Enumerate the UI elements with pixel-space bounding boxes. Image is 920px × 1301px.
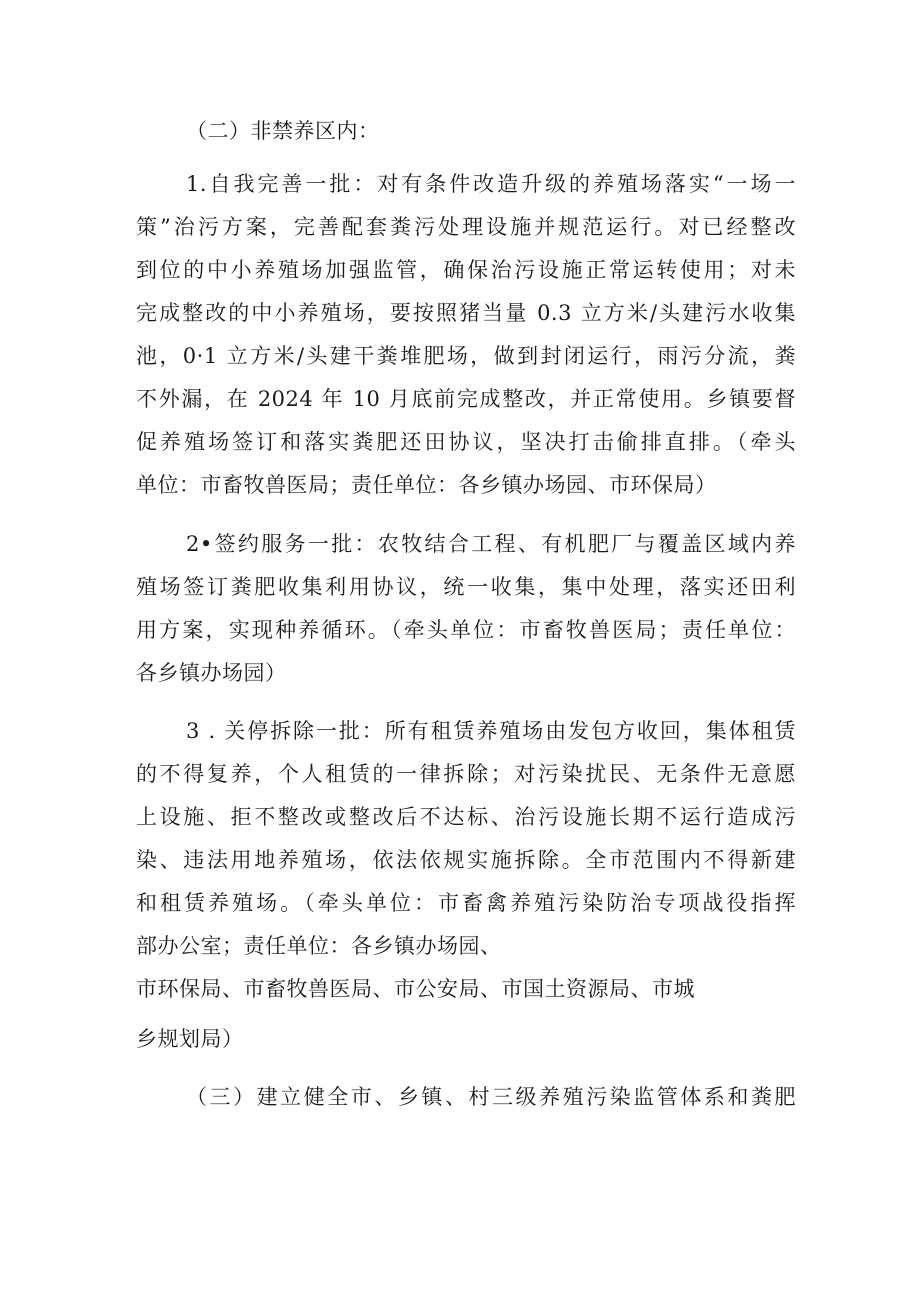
item-1-line-3: 到位的中小养殖场加强监管，确保治污设施正常运转使用；对未 bbox=[136, 258, 796, 282]
item-1-line-6: 不外漏，在 2024 年 10 月底前完成整改，并正常使用。乡镇要督 bbox=[136, 387, 796, 411]
item-1-line-2: 策”治污方案，完善配套粪污处理设施并规范运行。对已经整改 bbox=[136, 215, 796, 239]
item-3-line-6: 部办公室；责任单位：各乡镇办场园、 bbox=[136, 934, 502, 958]
item-3-line-2: 的不得复养，个人租赁的一律拆除；对污染扰民、无条件无意愿 bbox=[136, 762, 796, 786]
section-heading-3: （三）建立健全市、乡镇、村三级养殖污染监管体系和粪肥 bbox=[186, 1085, 796, 1109]
item-3-line-5: 和租赁养殖场。（牵头单位：市畜禽养殖污染防治专项战役指挥 bbox=[136, 891, 796, 915]
item-1-line-7: 促养殖场签订和落实粪肥还田协议，坚决打击偷排直排。（牵头 bbox=[136, 430, 796, 454]
section-heading-2: （二）非禁养区内： bbox=[186, 119, 380, 143]
item-3-line-1: 3 . 关停拆除一批：所有租赁养殖场由发包方收回，集体租赁 bbox=[186, 719, 796, 743]
item-2-line-4: 各乡镇办场园） bbox=[136, 661, 287, 685]
item-3-line-3: 上设施、拒不整改或整改后不达标、治污设施长期不运行造成污 bbox=[136, 805, 796, 829]
item-2-line-3: 用方案，实现种养循环。（牵头单位：市畜牧兽医局；责任单位： bbox=[136, 618, 796, 642]
item-1-line-4: 完成整改的中小养殖场，要按照猪当量 0.3 立方米/头建污水收集 bbox=[136, 301, 796, 325]
item-1-line-1: 1.自我完善一批：对有条件改造升级的养殖场落实“一场一 bbox=[186, 172, 796, 196]
item-1-line-5: 池，0·1 立方米/头建干粪堆肥场，做到封闭运行，雨污分流，粪 bbox=[136, 344, 796, 368]
item-1-line-8: 单位：市畜牧兽医局；责任单位：各乡镇办场园、市环保局） bbox=[136, 473, 717, 497]
item-3-line-7: 市环保局、市畜牧兽医局、市公安局、市国土资源局、市城 bbox=[136, 977, 695, 1001]
item-3-line-4: 染、违法用地养殖场，依法依规实施拆除。全市范围内不得新建 bbox=[136, 848, 796, 872]
item-2-line-1: 2•签约服务一批：农牧结合工程、有机肥厂与覆盖区域内养 bbox=[186, 532, 796, 556]
item-3-line-8: 乡规划局） bbox=[136, 1027, 244, 1051]
item-2-line-2: 殖场签订粪肥收集利用协议，统一收集，集中处理，落实还田利 bbox=[136, 575, 796, 599]
